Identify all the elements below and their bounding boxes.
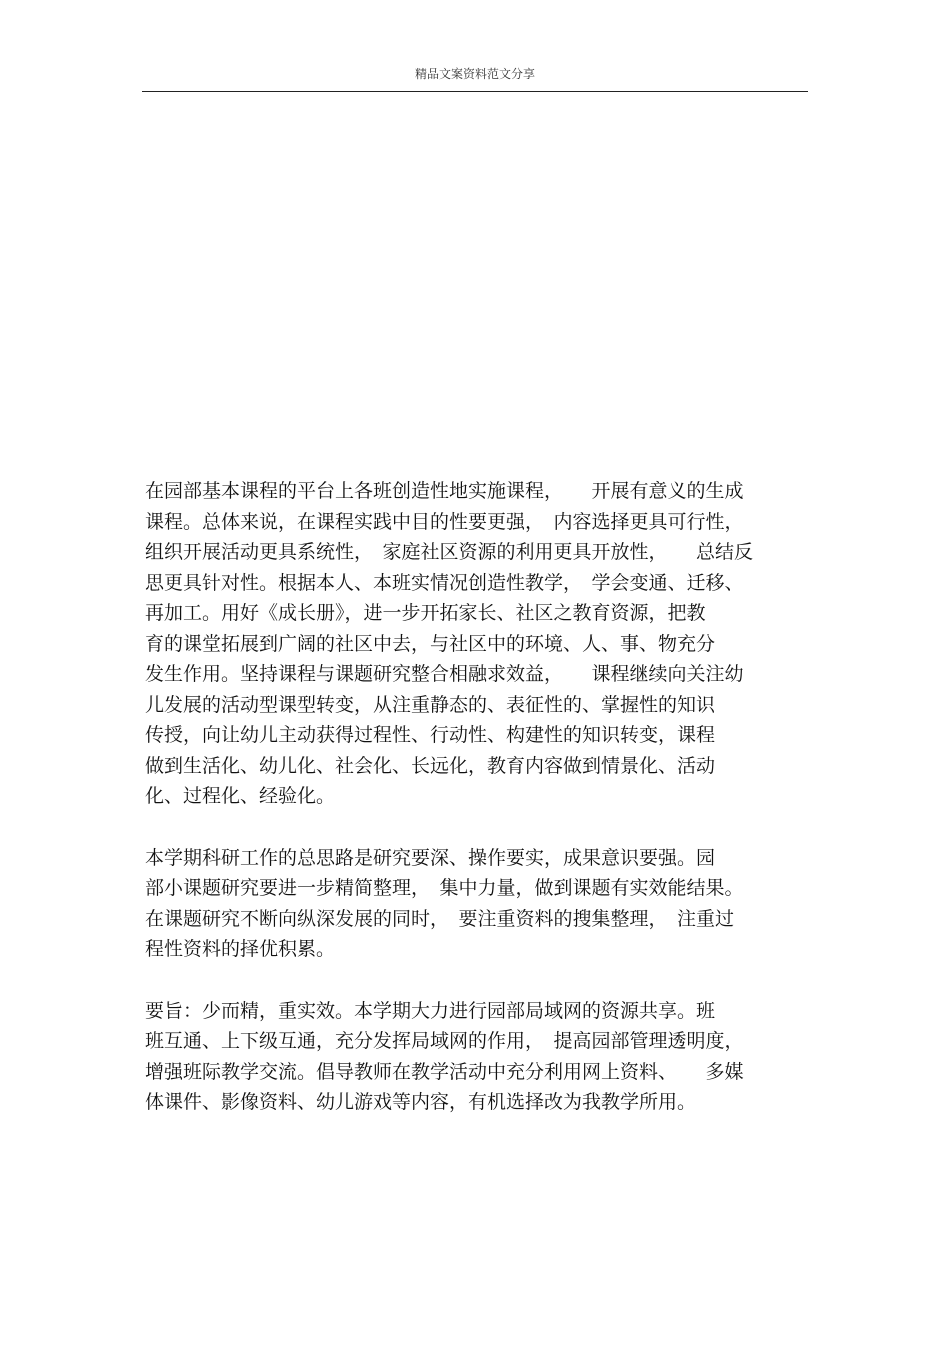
text-line: 体课件、影像资料、幼儿游戏等内容，有机选择改为我教学所用。 [145, 1091, 697, 1113]
page-header: 精品文案资料范文分享 [414, 67, 535, 81]
text-line: 增强班际教学交流。倡导教师在教学活动中充分利用网上资料、 多媒 [145, 1060, 744, 1083]
text-line: 班互通、上下级互通，充分发挥局域网的作用， 提高园部管理透明度， [145, 1030, 744, 1052]
text-line: 思更具针对性。根据本人、本班实情况创造性教学， 学会变通、迁移、 [145, 571, 744, 594]
text-line: 做到生活化、幼儿化、社会化、长远化，教育内容做到情景化、活动 [145, 754, 716, 777]
document-body [145, 476, 815, 1149]
text-line: 儿发展的活动型课型转变，从注重静态的、表征性的、掌握性的知识 [145, 693, 716, 716]
text-line: 育的课堂拓展到广阔的社区中去，与社区中的环境、人、事、物充分 [145, 632, 716, 655]
text-line: 在课题研究不断向纵深发展的同时， 要注重资料的搜集整理， 注重过 [145, 907, 735, 930]
text-line: 课程。总体来说，在课程实践中目的性要更强， 内容选择更具可行性， [145, 510, 744, 533]
text-line: 本学期科研工作的总思路是研究要深、操作要实，成果意识要强。园 [145, 846, 716, 869]
paragraph-research [145, 843, 815, 965]
text-line: 化、过程化、经验化。 [145, 785, 336, 807]
text-line: 在园部基本课程的平台上各班创造性地实施课程， 开展有意义的生成 [145, 480, 744, 502]
header-divider [142, 91, 808, 92]
text-line: 组织开展活动更具系统性， 家庭社区资源的利用更具开放性， 总结反 [145, 541, 754, 563]
text-line: 部小课题研究要进一步精简整理， 集中力量，做到课题有实效能结果。 [145, 877, 744, 899]
text-line: 发生作用。坚持课程与课题研究整合相融求效益， 课程继续向关注幼 [145, 663, 744, 685]
paragraph-network [145, 996, 815, 1118]
text-line: 再加工。用好《成长册》，进一步开拓家长、社区之教育资源，把教 [145, 602, 706, 624]
text-line: 要旨：少而精，重实效。本学期大力进行园部局域网的资源共享。班 [145, 999, 716, 1022]
text-line: 传授，向让幼儿主动获得过程性、行动性、构建性的知识转变，课程 [145, 724, 716, 746]
paragraph-curriculum [145, 476, 815, 812]
text-line: 程性资料的择优积累。 [145, 938, 336, 960]
